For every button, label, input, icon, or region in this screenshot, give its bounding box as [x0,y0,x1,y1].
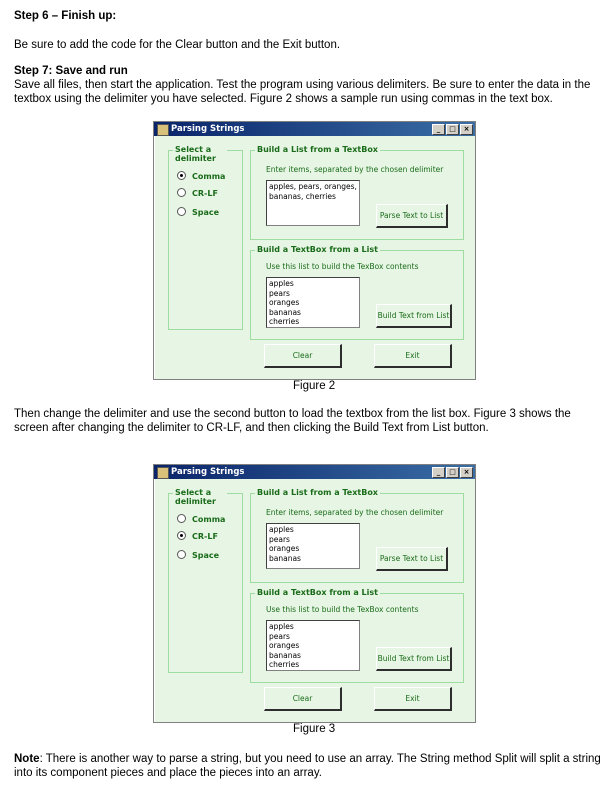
window-title: Parsing Strings [171,124,245,134]
list-item[interactable]: oranges [269,298,300,307]
step6-heading: Step 6 – Finish up: [14,10,117,22]
list-from-textbox-group [250,488,464,583]
delimiter-group-title: Select a delimiter [173,488,227,506]
parse-text-button[interactable]: Parse Text to List [376,547,448,571]
group2-title: Build a TextBox from a List [257,588,378,597]
app-icon [157,467,169,479]
radio-crlf[interactable] [177,188,218,198]
radio-label: CR-LF [192,532,218,541]
minimize-button[interactable]: _ [432,124,445,135]
figure2-window [153,121,476,380]
items-listbox[interactable] [266,620,360,671]
exit-button[interactable]: Exit [374,687,452,711]
exit-button[interactable]: Exit [374,344,452,368]
list-item[interactable]: apples [269,279,294,288]
close-button[interactable]: × [460,467,473,478]
delimiter-group [168,145,243,330]
radio-comma[interactable] [177,514,225,524]
step6-text: Be sure to add the code for the Clear button and the Exit button. [14,39,341,51]
maximize-button[interactable]: □ [446,124,459,135]
radio-indicator[interactable] [177,550,186,559]
list-item[interactable]: apples [269,622,294,631]
build-text-button[interactable]: Build Text from List [376,304,452,328]
clear-button[interactable]: Clear [264,687,342,711]
parse-text-button[interactable]: Parse Text to List [376,204,448,228]
radio-indicator[interactable] [177,514,186,523]
figure3-caption: Figure 3 [293,723,336,735]
radio-label: Space [192,208,220,217]
radio-space[interactable] [177,207,219,217]
radio-indicator[interactable] [177,531,186,540]
list-item[interactable]: oranges [269,641,300,650]
group1-title: Build a List from a TextBox [257,145,378,154]
group2-hint: Use this list to build the TexBox contents [266,605,419,614]
group1-hint: Enter items, separated by the chosen delimiter [266,165,444,174]
clear-button[interactable]: Clear [264,344,342,368]
window-titlebar[interactable] [154,122,475,136]
step7-heading: Step 7: Save and run [14,65,128,77]
radio-indicator[interactable] [177,171,186,180]
textbox-from-list-group [250,245,464,340]
list-item[interactable]: cherries [269,317,300,326]
items-listbox[interactable] [266,277,360,328]
items-textbox[interactable]: apples, pears, oranges, bananas, cherries [266,180,360,226]
build-text-button[interactable]: Build Text from List [376,647,452,671]
minimize-button[interactable]: _ [432,467,445,478]
list-item[interactable]: pears [269,288,290,298]
radio-label: Comma [192,172,226,181]
step7-text: Save all files, then start the application. Test the program using various delimiters. Be sure to enter the data in the textbox using the delimiter you have selected. Figure 2 shows a sample run using commas in the text box. [14,79,591,105]
radio-indicator[interactable] [177,188,186,197]
radio-indicator[interactable] [177,207,186,216]
group2-hint: Use this list to build the TexBox contents [266,262,419,271]
group2-title: Build a TextBox from a List [257,245,378,254]
list-item[interactable]: cherries [269,660,300,669]
middle-paragraph: Then change the delimiter and use the second button to load the textbox from the list box. Figure 3 shows the screen after changing the delimiter to CR-LF, and then clicking the Build Text from List button. [14,408,571,434]
app-icon [157,124,169,136]
note-text: : There is another way to parse a string, but you need to use an array. The String method Split will split a string into its component pieces and place the pieces into an array. [14,753,601,779]
radio-comma[interactable] [177,171,225,181]
list-from-textbox-group [250,145,464,240]
list-item[interactable]: bananas [269,650,301,660]
group1-title: Build a List from a TextBox [257,488,378,497]
group1-hint: Enter items, separated by the chosen delimiter [266,508,444,517]
note-label: Note [14,753,40,765]
window-titlebar[interactable] [154,465,475,479]
radio-label: Space [192,551,220,560]
close-button[interactable]: × [460,124,473,135]
delimiter-group-title: Select a delimiter [173,145,227,163]
radio-label: Comma [192,515,226,524]
figure2-caption: Figure 2 [293,380,336,392]
window-title: Parsing Strings [171,467,245,477]
list-item[interactable]: bananas [269,307,301,317]
list-item[interactable]: pears [269,631,290,641]
radio-crlf[interactable] [177,531,218,541]
textbox-from-list-group [250,588,464,683]
radio-label: CR-LF [192,189,218,198]
radio-space[interactable] [177,550,219,560]
items-textbox[interactable]: apples pears oranges bananas [266,523,360,569]
maximize-button[interactable]: □ [446,467,459,478]
delimiter-group [168,488,243,673]
figure3-window [153,464,476,723]
